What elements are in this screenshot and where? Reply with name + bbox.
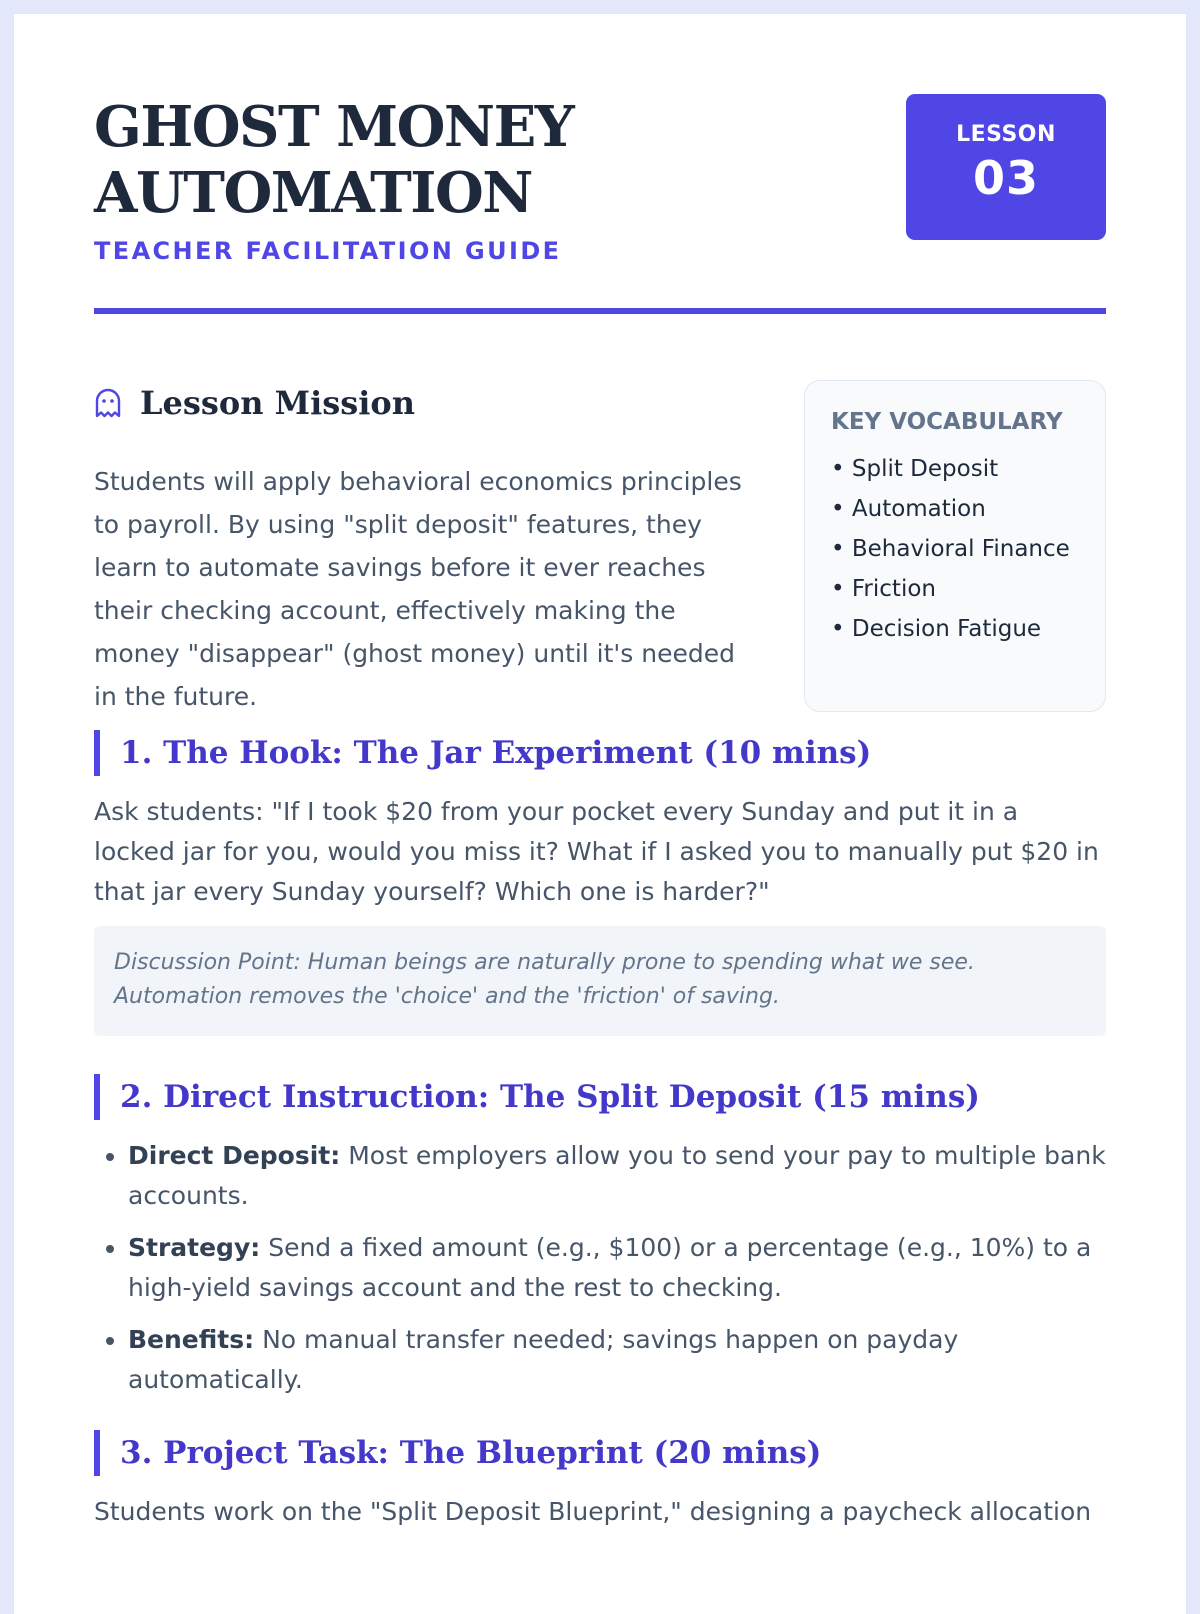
header-divider: [94, 308, 1106, 314]
section-hook: [94, 730, 1106, 1036]
bullet-text: No manual transfer needed; savings happen on payday automatically.: [128, 1325, 959, 1394]
lesson-badge: [906, 94, 1106, 240]
mission-text: Students will apply behavioral economics principles to payroll. By using "split deposit" features, they learn to automate savings before it ever reaches their checking account, effectively making the money "disappear" (ghost money) until it's needed in the future.: [94, 467, 742, 711]
section-direct-instruction: [94, 1074, 1106, 1400]
title-line-1: GHOST MONEY: [94, 94, 574, 160]
lesson-page: [14, 14, 1186, 1614]
instruction-bullets: [94, 1136, 1106, 1400]
section-heading: 2. Direct Instruction: The Split Deposit (15 mins): [94, 1074, 1106, 1120]
hook-text: Ask students: "If I took $20 from your pocket every Sunday and put it in a locked jar for you, would you miss it? What if I asked you to manually put $20 in that jar every Sunday yourself? Which one is harder?": [94, 797, 1099, 906]
section-project-task: [94, 1430, 1106, 1532]
discussion-point: Discussion Point: Human beings are naturally prone to spending what we see. Automation removes the 'choice' and the 'friction' of saving.: [94, 926, 1106, 1036]
project-text: Students work on the "Split Deposit Blueprint," designing a paycheck allocation: [94, 1497, 1092, 1526]
ghost-icon: [94, 387, 122, 419]
key-vocabulary-box: [804, 380, 1106, 712]
list-item: [128, 1320, 1106, 1400]
vocabulary-title: KEY VOCABULARY: [831, 409, 1063, 435]
lesson-badge-number: 03: [972, 151, 1039, 205]
lesson-badge-label: LESSON: [956, 122, 1056, 147]
vocabulary-item: • Split Deposit: [831, 456, 999, 482]
vocabulary-item: • Friction: [831, 576, 936, 602]
mission-heading: Lesson Mission: [140, 384, 416, 422]
vocabulary-item: • Decision Fatigue: [831, 616, 1042, 642]
vocabulary-item: • Automation: [831, 496, 986, 522]
bullet-term: Strategy:: [128, 1233, 261, 1262]
list-item: [128, 1228, 1106, 1308]
section-heading: 1. The Hook: The Jar Experiment (10 mins): [94, 730, 1106, 776]
vocabulary-list: [831, 449, 1083, 649]
mission-section: [94, 320, 1106, 730]
bullet-text: Send a fixed amount (e.g., $100) or a percentage (e.g., 10%) to a high-yield savings account and the rest to checking.: [128, 1233, 1092, 1302]
page-subtitle: TEACHER FACILITATION GUIDE: [94, 237, 562, 265]
mission-heading-row: [94, 384, 415, 422]
bullet-term: Benefits:: [128, 1325, 255, 1354]
page-title: [94, 94, 714, 226]
list-item: [128, 1136, 1106, 1216]
bullet-text: Most employers allow you to send your pay to multiple bank accounts.: [128, 1141, 1106, 1210]
title-line-2: AUTOMATION: [94, 160, 532, 226]
page-header: [94, 14, 1106, 320]
bullet-term: Direct Deposit:: [128, 1141, 341, 1170]
vocabulary-item: • Behavioral Finance: [831, 536, 1070, 562]
section-heading: 3. Project Task: The Blueprint (20 mins): [94, 1430, 1106, 1476]
